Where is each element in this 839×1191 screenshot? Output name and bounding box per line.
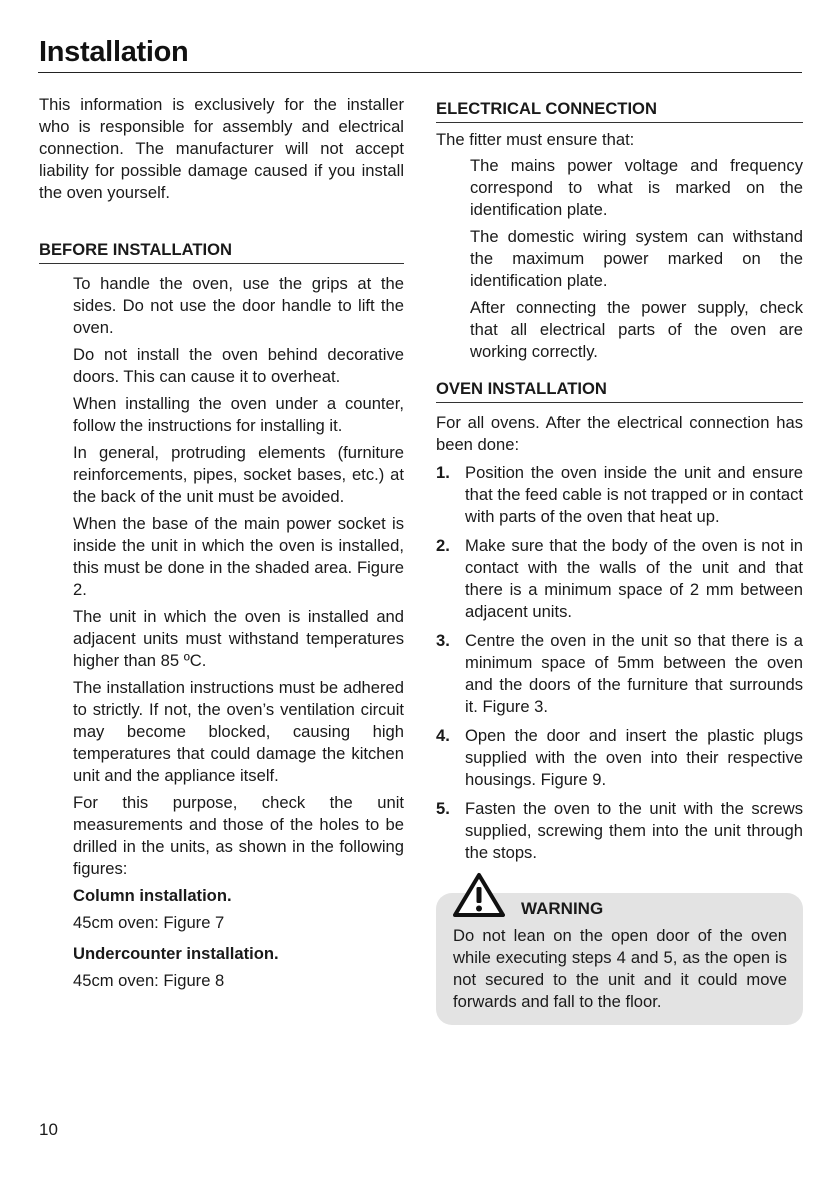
- step-item: [436, 630, 803, 718]
- step-number: 3.: [436, 631, 450, 650]
- before-installation-heading: BEFORE INSTALLATION: [39, 239, 404, 264]
- undercounter-installation-value: 45cm oven: Figure 8: [73, 971, 225, 990]
- warning-title: WARNING: [521, 899, 604, 918]
- title-divider: [38, 72, 802, 73]
- list-item: When installing the oven under a counter, follow the instructions for installing it.: [73, 394, 404, 435]
- list-item: To handle the oven, use the grips at the sides. Do not use the door handle to lift the oven.: [73, 274, 404, 337]
- step-item: [436, 798, 803, 864]
- oven-installation-lead: For all ovens. After the electrical connection has been done:: [436, 413, 803, 454]
- column-installation-value: 45cm oven: Figure 7: [73, 913, 225, 932]
- step-item: [436, 535, 803, 623]
- list-item: Do not install the oven behind decorative doors. This can cause it to overheat.: [73, 345, 404, 386]
- column-installation-heading: Column installation.: [73, 886, 232, 905]
- step-number: 4.: [436, 726, 450, 745]
- warning-text: Do not lean on the open door of the oven while executing steps 4 and 5, as the open is not secured to the unit and it could move forwards and fall to the floor.: [453, 926, 787, 1011]
- warning-box: [436, 893, 803, 1025]
- step-text: Fasten the oven to the unit with the screws supplied, screwing them into the unit through the stops.: [465, 799, 803, 862]
- step-text: Make sure that the body of the oven is not in contact with the walls of the unit and that there is a minimum space of 2 mm between adjacent units.: [465, 536, 803, 621]
- warning-triangle-icon: [453, 872, 505, 918]
- left-column: [39, 94, 404, 1001]
- list-item: After connecting the power supply, check that all electrical parts of the oven are working correctly.: [470, 298, 803, 361]
- step-item: [436, 462, 803, 528]
- oven-installation-steps: [436, 462, 803, 864]
- before-installation-list: [39, 273, 404, 880]
- step-text: Position the oven inside the unit and ensure that the feed cable is not trapped or in contact with parts of the oven that heat up.: [465, 463, 803, 526]
- page-title: Installation: [39, 36, 189, 68]
- electrical-list: [436, 155, 803, 363]
- list-item: The mains power voltage and frequency correspond to what is marked on the identification plate.: [470, 156, 803, 219]
- step-text: Open the door and insert the plastic plugs supplied with the oven into their respective housings. Figure 9.: [465, 726, 803, 789]
- intro-paragraph: This information is exclusively for the installer who is responsible for assembly and electrical connection. The manufacturer will not accept liability for possible damage caused if you install the oven yourself.: [39, 95, 404, 202]
- list-item: For this purpose, check the unit measurements and those of the holes to be drilled in the units, as shown in the following figures:: [73, 793, 404, 878]
- step-number: 1.: [436, 463, 450, 482]
- list-item: The domestic wiring system can withstand the maximum power marked on the identification plate.: [470, 227, 803, 290]
- step-item: [436, 725, 803, 791]
- step-number: 2.: [436, 536, 450, 555]
- list-item: The unit in which the oven is installed and adjacent units must withstand temperatures higher than 85 ºC.: [73, 607, 404, 670]
- step-text: Centre the oven in the unit so that there is a minimum space of 5mm between the oven and the doors of the furniture that surrounds it. Figure 3.: [465, 631, 803, 716]
- page-number: 10: [39, 1120, 58, 1139]
- right-column: [436, 94, 803, 1025]
- undercounter-installation-heading: Undercounter installation.: [73, 944, 279, 963]
- electrical-connection-heading: ELECTRICAL CONNECTION: [436, 98, 803, 123]
- list-item: In general, protruding elements (furniture reinforcements, pipes, socket bases, etc.) at the back of the unit must be avoided.: [73, 443, 404, 506]
- list-item: The installation instructions must be adhered to strictly. If not, the oven’s ventilation circuit may become blocked, causing high temperatures that could damage the kitchen unit and the appliance itself.: [73, 678, 404, 785]
- oven-installation-heading: OVEN INSTALLATION: [436, 378, 803, 403]
- step-number: 5.: [436, 799, 450, 818]
- electrical-lead: The fitter must ensure that:: [436, 130, 635, 149]
- list-item: When the base of the main power socket is inside the unit in which the oven is installed, this must be done in the shaded area. Figure 2.: [73, 514, 404, 599]
